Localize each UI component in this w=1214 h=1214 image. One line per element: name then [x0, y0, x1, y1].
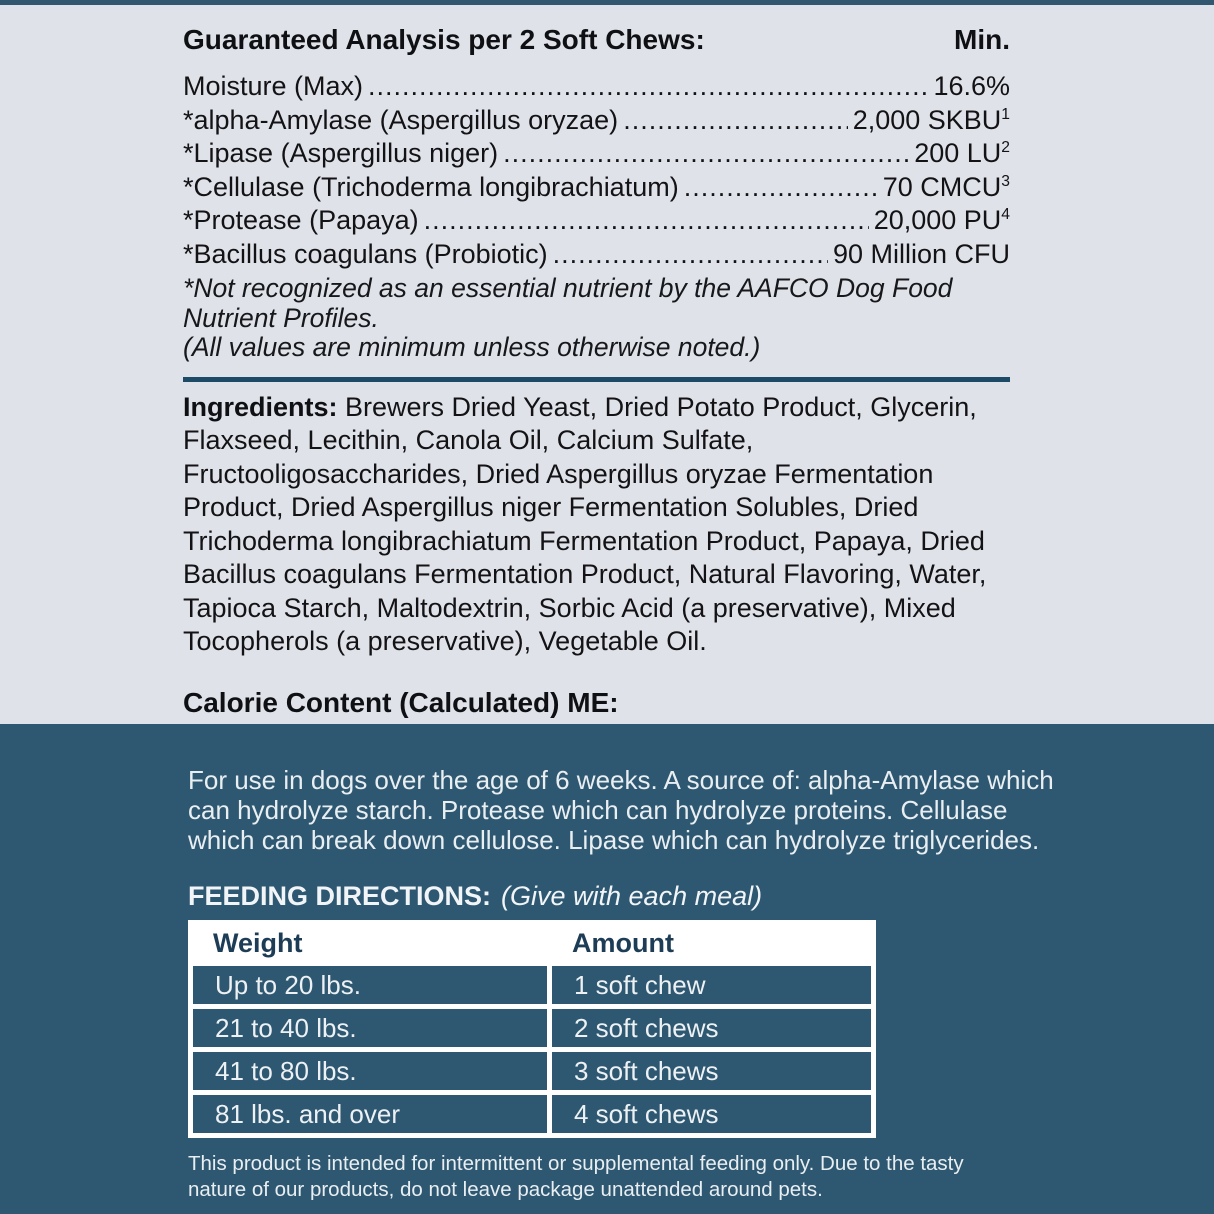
dot-leader	[424, 204, 869, 238]
analysis-value-text: 20,000 PU	[873, 205, 1002, 235]
feeding-directions-heading-row	[188, 881, 1214, 911]
analysis-row-value	[933, 70, 1010, 104]
dot-leader	[623, 104, 848, 138]
table-cell-weight: 41 to 80 lbs.	[193, 1052, 547, 1090]
table-cell-weight: Up to 20 lbs.	[193, 966, 547, 1004]
analysis-row-value	[883, 171, 1010, 205]
table-cell-amount: 1 soft chew	[552, 966, 871, 1004]
analysis-value-text: 16.6%	[933, 71, 1010, 101]
analysis-value-text: 90 Million CFU	[832, 238, 1010, 269]
analysis-row	[183, 104, 1010, 138]
dot-leader	[553, 238, 828, 272]
analysis-row-value	[853, 104, 1010, 138]
intermittent-feeding-disclaimer: This product is intended for intermittent or supplemental feeding only. Due to the tasty nature of our products, do not leave package unattended around pets.	[188, 1152, 964, 1201]
analysis-value-superscript: 3	[1001, 172, 1010, 190]
analysis-row	[183, 171, 1010, 205]
feeding-table-header-weight: Weight	[193, 925, 547, 961]
table-cell-amount: 2 soft chews	[552, 1009, 871, 1047]
dot-leader	[684, 171, 878, 205]
analysis-value-superscript: 1	[1001, 105, 1010, 123]
analysis-row-value	[874, 204, 1010, 238]
feeding-directions-section	[0, 724, 1214, 1214]
analysis-min-label: Min.	[954, 24, 1010, 55]
analysis-title: Guaranteed Analysis per 2 Soft Chews:	[183, 24, 705, 55]
feeding-table	[188, 920, 876, 1138]
feeding-directions-note: (Give with each meal)	[501, 881, 763, 911]
analysis-row-value	[914, 137, 1010, 171]
analysis-title-row	[183, 24, 1010, 56]
analysis-row-label: *Bacillus coagulans (Probiotic)	[183, 238, 548, 269]
analysis-row-label: *alpha-Amylase (Aspergillus oryzae)	[183, 104, 619, 135]
footnote-line-2: (All values are minimum unless otherwise noted.)	[183, 332, 761, 362]
table-cell-weight: 21 to 40 lbs.	[193, 1009, 547, 1047]
analysis-value-text: 70 CMCU	[882, 171, 1002, 202]
analysis-footnote	[183, 274, 1010, 363]
usage-paragraph: For use in dogs over the age of 6 weeks. A source of: alpha-Amylase which can hydrolyze starch. Protease which can hydrolyze proteins. Cellulase which can break down cellulose. Lipase which can hydrolyze triglycerides.	[188, 765, 1054, 855]
analysis-row	[183, 70, 1010, 104]
feeding-table-header-amount: Amount	[552, 925, 871, 961]
table-cell-amount: 3 soft chews	[552, 1052, 871, 1090]
analysis-value-text: 200 LU	[914, 138, 1002, 168]
dot-leader	[368, 70, 928, 104]
ingredients-label: Ingredients:	[183, 391, 338, 422]
analysis-row-label: *Protease (Papaya)	[183, 205, 419, 235]
feeding-directions-heading: FEEDING DIRECTIONS:	[188, 881, 492, 911]
analysis-value-superscript: 4	[1001, 206, 1010, 223]
analysis-row-label: *Lipase (Aspergillus niger)	[183, 138, 499, 168]
section-divider-rule	[183, 377, 1010, 382]
dot-leader	[503, 137, 909, 171]
analysis-value-text: 2,000 SKBU	[852, 104, 1002, 135]
analysis-row	[183, 204, 1010, 238]
analysis-row	[183, 137, 1010, 171]
analysis-row-value	[833, 238, 1010, 272]
analysis-row-label: Moisture (Max)	[183, 71, 364, 101]
calorie-content-heading: Calorie Content (Calculated) ME:	[183, 686, 619, 718]
analysis-list	[183, 70, 1010, 271]
ingredients-paragraph	[183, 391, 1010, 659]
analysis-value-superscript: 2	[1001, 139, 1010, 156]
analysis-row-label: *Cellulase (Trichoderma longibrachiatum)	[183, 171, 679, 202]
top-content	[183, 24, 1010, 754]
table-cell-amount: 4 soft chews	[552, 1095, 871, 1133]
footnote-line-1: *Not recognized as an essential nutrient by the AAFCO Dog Food Nutrient Profiles.	[183, 273, 953, 333]
ingredients-text: Brewers Dried Yeast, Dried Potato Product, Glycerin, Flaxseed, Lecithin, Canola Oil, Calcium Sulfate, Fructooligosaccharides, Dried Aspergillus oryzae Fermentation Product, Dried Aspergillus niger Fermentation Solubles, Dried Trichoderma longibrachiatum Fermentation Product, Papaya, Dried Bacillus coagulans Fermentation Product, Natural Flavoring, Water, Tapioca Starch, Maltodextrin, Sorbic Acid (a preservative), Mixed Tocopherols (a preservative), Vegetable Oil.	[183, 391, 987, 656]
analysis-row	[183, 238, 1010, 272]
table-cell-weight: 81 lbs. and over	[193, 1095, 547, 1133]
